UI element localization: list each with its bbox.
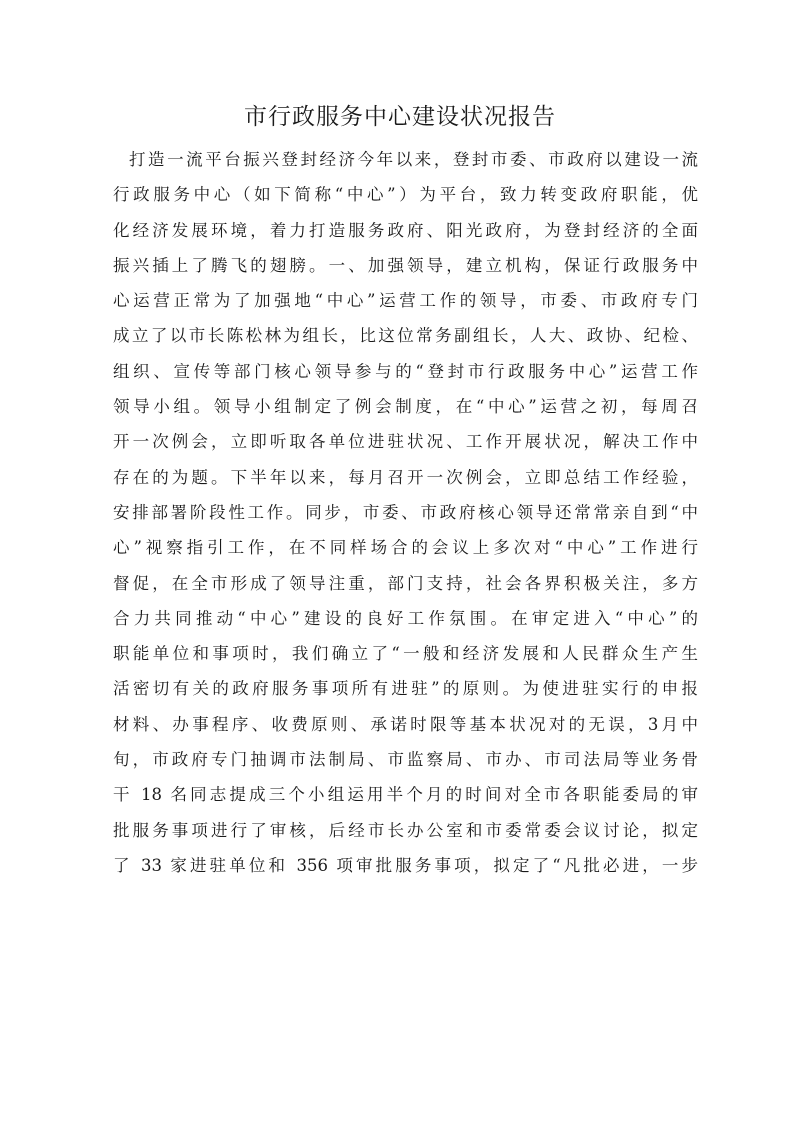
body-line: 活密切有关的政府服务事项所有进驻”的原则。为使进驻实行的申报 — [113, 679, 698, 699]
body-line: 成立了以市长陈松林为组长，比这位常务副组长，人大、政协、纪检、 — [113, 326, 698, 346]
body-line: 开一次例会，立即听取各单位进驻状况、工作开展状况，解决工作中 — [113, 432, 698, 452]
body-line: 领导小组。领导小组制定了例会制度，在“中心”运营之初，每周召 — [113, 397, 698, 417]
body-line: 心运营正常为了加强地“中心”运营工作的领导，市委、市政府专门 — [113, 291, 698, 311]
document-body — [113, 142, 698, 883]
body-line: 心”视察指引工作，在不同样场合的会议上多次对“中心”工作进行 — [113, 538, 698, 558]
body-line: 安排部署阶段性工作。同步，市委、市政府核心领导还常常亲自到“中 — [113, 502, 698, 522]
body-line: 合力共同推动“中心”建设的良好工作氛围。在审定进入“中心”的 — [113, 608, 698, 628]
body-line: 组织、宣传等部门核心领导参与的“登封市行政服务中心”运营工作 — [113, 361, 698, 381]
body-line: 材料、办事程序、收费原则、承诺时限等基本状况对的无误，3月中 — [113, 714, 698, 734]
body-line: 化经济发展环境，着力打造服务政府、阳光政府，为登封经济的全面 — [113, 220, 698, 240]
body-line: 存在的为题。下半年以来，每月召开一次例会，立即总结工作经验， — [113, 467, 698, 487]
body-line: 打造一流平台振兴登封经济今年以来，登封市委、市政府以建设一流 — [129, 150, 698, 169]
document-title: 市行政服务中心建设状况报告 — [244, 104, 556, 130]
body-line: 行政服务中心（如下简称“中心”）为平台，致力转变政府职能，优 — [113, 185, 698, 205]
body-line: 了 33 家进驻单位和 356 项审批服务事项，拟定了“凡批必进，一步 — [113, 855, 698, 875]
body-line: 批服务事项进行了审核，后经市长办公室和市委常委会议讨论，拟定 — [113, 820, 698, 840]
body-line: 旬，市政府专门抽调市法制局、市监察局、市办、市司法局等业务骨 — [113, 750, 698, 770]
body-line: 职能单位和事项时，我们确立了“一般和经济发展和人民群众生产生 — [113, 644, 698, 664]
body-line: 干 18 名同志提成三个小组运用半个月的时间对全市各职能委局的审 — [113, 785, 698, 805]
body-line: 振兴插上了腾飞的翅膀。一、加强领导，建立机构，保证行政服务中 — [113, 255, 698, 275]
body-line: 督促，在全市形成了领导注重，部门支持，社会各界积极关注，多方 — [113, 573, 698, 593]
